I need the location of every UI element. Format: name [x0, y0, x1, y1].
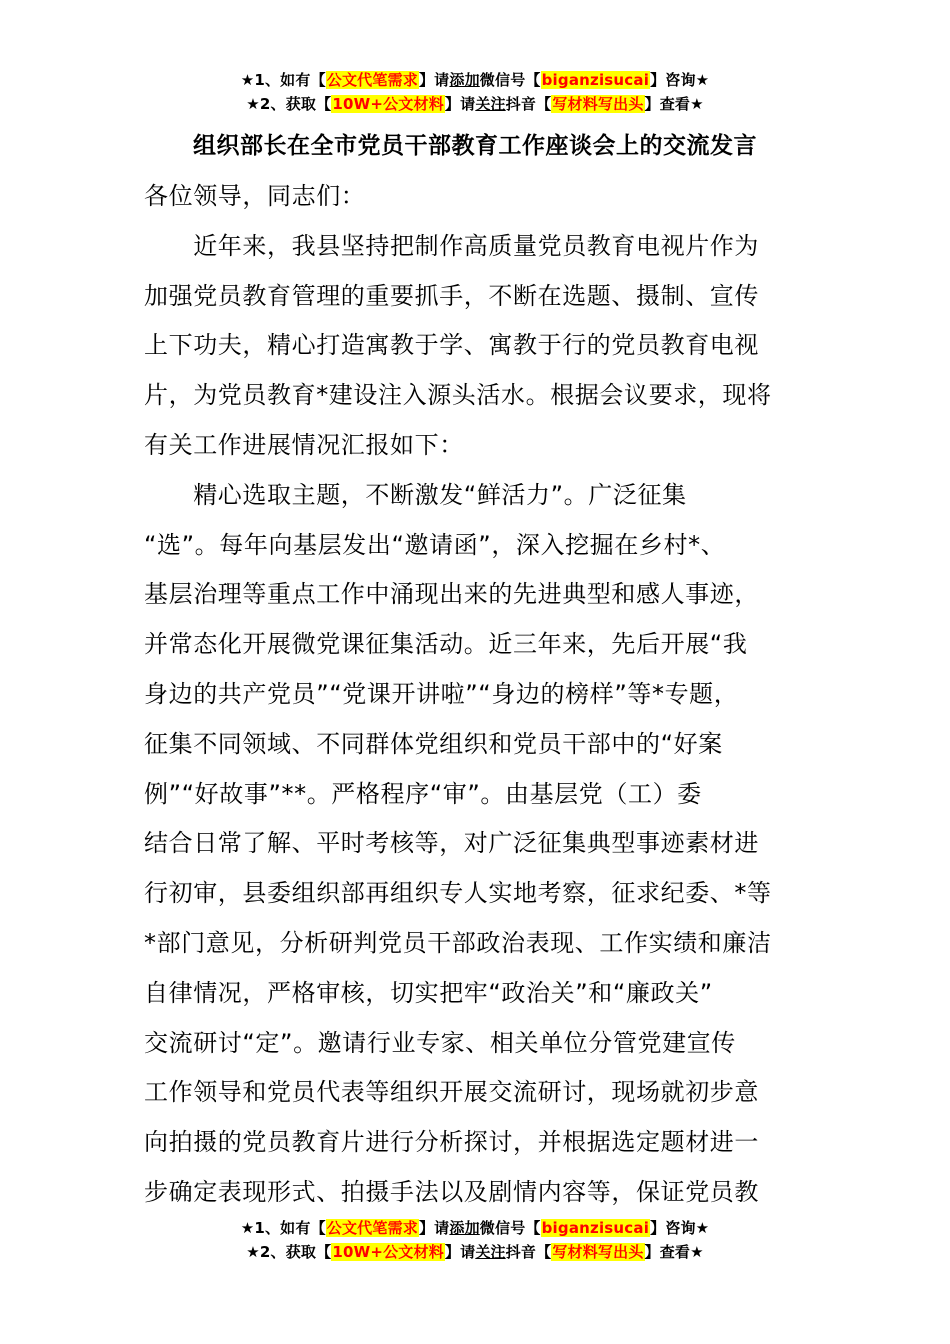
highlight-materials: 10W+公文材料	[332, 95, 444, 113]
body-line: 工作领导和党员代表等组织开展交流研讨，现场就初步意	[144, 1078, 759, 1107]
body-line: 基层治理等重点工作中涌现出来的先进典型和感人事迹，	[144, 580, 759, 609]
highlight-douyin-id: 写材料写出头	[552, 95, 644, 113]
body-line: 身边的共产党员”“党课开讲啦”“身边的榜样”等*专题，	[144, 679, 739, 708]
footer-banner	[0, 1216, 950, 1264]
banner-text: ★2、获取【	[246, 95, 332, 113]
header-banner	[0, 68, 950, 116]
banner-text: 】查看★	[644, 95, 704, 113]
highlight-wechat-id: biganzisucai	[541, 71, 650, 89]
body-line: 近年来，我县坚持把制作高质量党员教育电视片作为	[144, 231, 759, 260]
body-line: 精心选取主题，不断激发“鲜活力”。广泛征集	[144, 480, 687, 509]
banner-underlined-text: 添加	[449, 1219, 480, 1237]
highlight-wechat-id: biganzisucai	[541, 1219, 650, 1237]
banner-text: 微信号【	[479, 1219, 541, 1237]
banner-text: ★2、获取【	[246, 1243, 332, 1261]
banner-text: 】咨询★	[650, 1219, 710, 1237]
banner-text: 】咨询★	[650, 71, 710, 89]
banner-text: 】查看★	[644, 1243, 704, 1261]
banner-text: 微信号【	[479, 71, 541, 89]
banner-text: 抖音【	[505, 95, 552, 113]
body-line: 结合日常了解、平时考核等，对广泛征集典型事迹素材进	[144, 829, 759, 858]
body-line: 向拍摄的党员教育片进行分析探讨，并根据选定题材进一	[144, 1128, 759, 1157]
body-line: 上下功夫，精心打造寓教于学、寓教于行的党员教育电视	[144, 331, 759, 360]
banner-text: 】请	[418, 1219, 450, 1237]
body-line: “选”。每年向基层发出“邀请函”，深入挖掘在乡村*、	[144, 530, 726, 559]
banner-text: 】请	[444, 95, 476, 113]
banner-text: 抖音【	[505, 1243, 552, 1261]
banner-line-1	[0, 68, 950, 92]
body-line: 加强党员教育管理的重要抓手，不断在选题、摄制、宣传	[144, 281, 759, 310]
body-line: 有关工作进展情况汇报如下：	[144, 430, 464, 459]
body-line: *部门意见，分析研判党员干部政治表现、工作实绩和廉洁	[144, 928, 772, 957]
highlight-service: 公文代笔需求	[326, 1219, 418, 1237]
body-line: 各位领导，同志们：	[144, 182, 366, 210]
banner-underlined-text: 关注	[475, 1243, 506, 1261]
banner-line-1	[0, 1216, 950, 1240]
highlight-service: 公文代笔需求	[326, 71, 418, 89]
body-line: 交流研讨“定”。邀请行业专家、相关单位分管党建宣传	[144, 1028, 736, 1057]
banner-text: 】请	[444, 1243, 476, 1261]
banner-text: ★1、如有【	[240, 1219, 326, 1237]
body-line: 并常态化开展微党课征集活动。近三年来，先后开展“我	[144, 630, 748, 659]
banner-text: ★1、如有【	[240, 71, 326, 89]
body-line: 征集不同领域、不同群体党组织和党员干部中的“好案	[144, 729, 723, 758]
body-line: 步确定表现形式、拍摄手法以及剧情内容等，保证党员教	[144, 1177, 759, 1206]
document-title: 组织部长在全市党员干部教育工作座谈会上的交流发言	[193, 133, 757, 159]
body-line: 例”“好故事”**。严格程序“审”。由基层党（工）委	[144, 779, 702, 808]
highlight-douyin-id: 写材料写出头	[552, 1243, 644, 1261]
highlight-materials: 10W+公文材料	[332, 1243, 444, 1261]
banner-text: 】请	[418, 71, 450, 89]
banner-line-2	[0, 92, 950, 116]
document-body	[144, 172, 834, 1218]
body-line: 自律情况，严格审核，切实把牢“政治关”和“廉政关”	[144, 978, 713, 1007]
banner-underlined-text: 关注	[475, 95, 506, 113]
body-line: 行初审，县委组织部再组织专人实地考察，征求纪委、*等	[144, 879, 772, 908]
banner-line-2	[0, 1240, 950, 1264]
banner-underlined-text: 添加	[449, 71, 480, 89]
body-line: 片，为党员教育*建设注入源头活水。根据会议要求，现将	[144, 381, 772, 410]
